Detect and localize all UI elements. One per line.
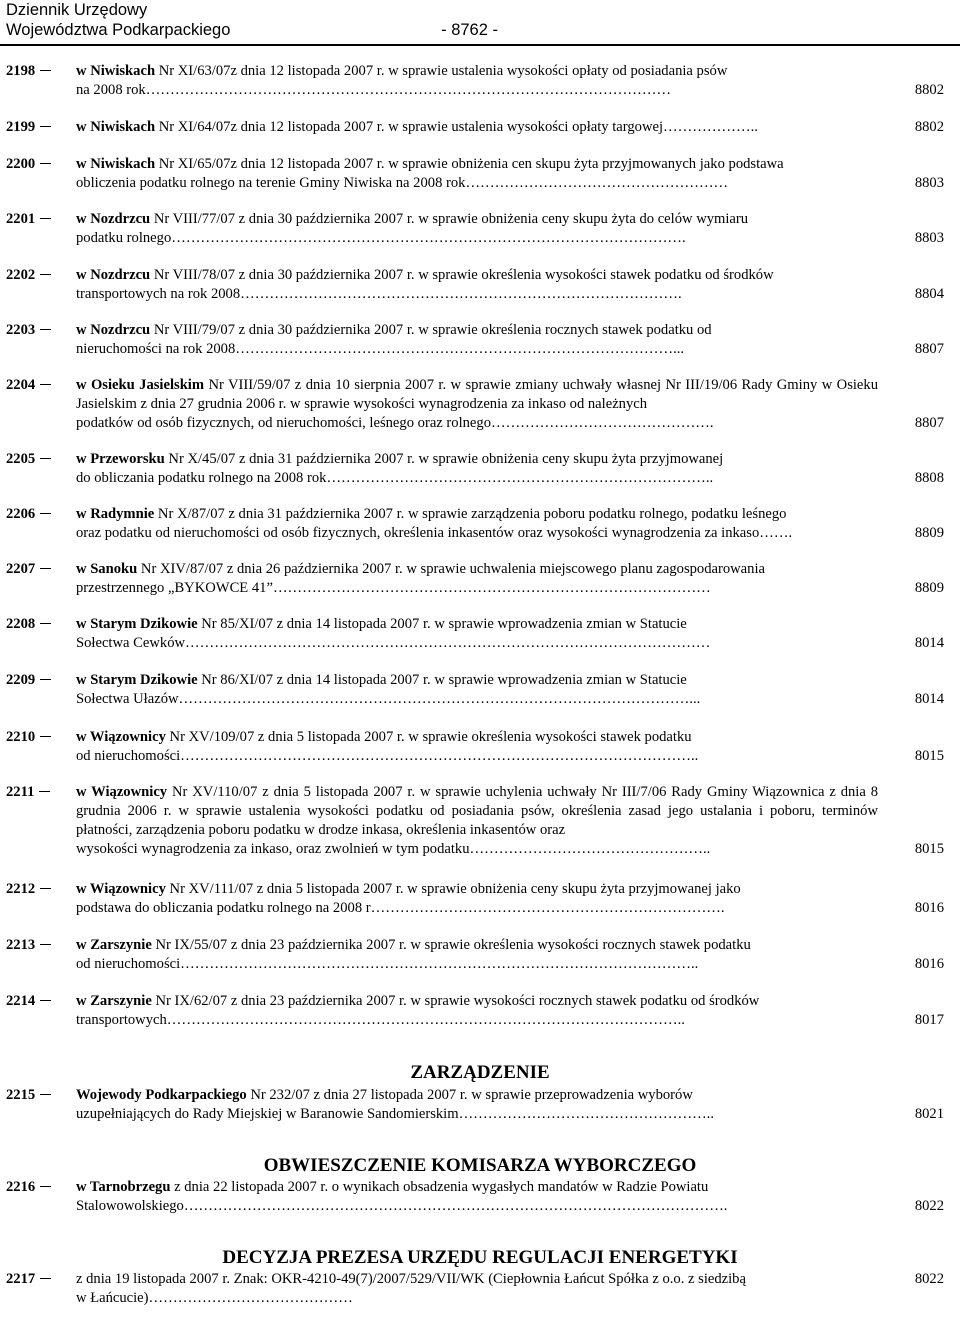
- entry-description: [76, 783, 878, 859]
- entry-number: [6, 728, 51, 747]
- entry-issuer: w Sanoku: [76, 561, 138, 577]
- entry-last-line: podatków od osób fizycznych, od nieruchomości, leśnego oraz rolnego……………………………………….: [76, 415, 714, 431]
- entry-last-line: Nr XI/64/07z dnia 12 listopada 2007 r. w sprawie ustalenia wysokości opłaty targowej………………..: [155, 119, 758, 135]
- dash-mark: [39, 791, 50, 792]
- entry-last-line: na 2008 rok………………………………………………………………………………………………: [76, 82, 672, 98]
- entry-last-line: transportowych……………………………………………………………………………………………..: [76, 1012, 685, 1028]
- entry-issuer: w Zarszynie: [76, 937, 152, 953]
- entry-number: [6, 1178, 51, 1197]
- entry-description: [76, 450, 878, 488]
- entry-number-text: 2210: [6, 729, 36, 745]
- entry-number-text: 2206: [6, 506, 36, 522]
- entry-text: Nr XV/109/07 z dnia 5 listopada 2007 r. w sprawie określenia wysokości stawek podatku: [165, 729, 692, 745]
- entry-number-text: 2209: [6, 672, 36, 688]
- entry-description: [76, 728, 878, 766]
- entry-last-line: Sołectwa Cewków………………………………………………………………………………………………: [76, 635, 711, 651]
- entry-page-number: 8016: [914, 956, 944, 972]
- section-heading-obwieszczenie: OBWIESZCZENIE KOMISARZA WYBORCZEGO: [263, 1155, 697, 1176]
- entry-issuer: w Osieku Jasielskim: [76, 377, 205, 393]
- entry-page-number: 8809: [914, 580, 944, 596]
- entry-text: Nr IX/55/07 z dnia 23 października 2007 r. w sprawie określenia wysokości rocznych stawek podatku: [151, 937, 751, 953]
- dash-mark: [40, 126, 51, 127]
- entry-number: [6, 1086, 51, 1105]
- entry-number: [6, 62, 51, 81]
- entry-page-number: 8022: [914, 1198, 944, 1214]
- page-header: [6, 0, 498, 40]
- entry-page-number: 8807: [914, 341, 944, 357]
- entry-number: [6, 155, 51, 174]
- entry-description: [76, 1270, 878, 1308]
- voivodeship-name: Województwa Podkarpackiego: [6, 21, 231, 39]
- entry-description: [76, 376, 878, 433]
- entry-number: [6, 321, 51, 340]
- dash-mark: [40, 384, 51, 385]
- entry-description: [76, 560, 878, 598]
- entry-issuer: w Niwiskach: [76, 63, 156, 79]
- entry-description: [76, 1086, 878, 1124]
- dash-mark: [40, 1186, 51, 1187]
- entry-description: [76, 210, 878, 248]
- entry-number: [6, 376, 51, 395]
- dash-mark: [40, 513, 51, 514]
- entry-page-number: 8807: [914, 415, 944, 431]
- entry-page-number: 8803: [914, 175, 944, 191]
- dash-mark: [40, 329, 51, 330]
- entry-page-number: 8021: [914, 1106, 944, 1122]
- entry-number-text: 2211: [6, 784, 35, 800]
- entry-number: [6, 266, 51, 285]
- entry-page-number: 8016: [914, 900, 944, 916]
- entry-page-number: 8015: [914, 748, 944, 764]
- entry-number-text: 2200: [6, 156, 36, 172]
- entry-page-number: 8802: [914, 119, 944, 135]
- entry-last-line: oraz podatku od nieruchomości od osób fizycznych, określenia inkasentów oraz wysokości wynagrodzenia za inkaso…….: [76, 525, 793, 541]
- entry-text: Nr X/87/07 z dnia 31 października 2007 r. w sprawie zarządzenia poboru podatku rolnego, podatku leśnego: [154, 506, 787, 522]
- entry-number-text: 2217: [6, 1271, 36, 1287]
- section-heading-zarzadzenie: ZARZĄDZENIE: [410, 1062, 550, 1083]
- entry-number-text: 2201: [6, 211, 36, 227]
- entry-text: Nr XIV/87/07 z dnia 26 października 2007 r. w sprawie uchwalenia miejscowego planu zagospodarowania: [137, 561, 765, 577]
- entry-page-number: 8809: [914, 525, 944, 541]
- entry-number-text: 2208: [6, 616, 36, 632]
- entry-issuer: w Wiązownicy: [76, 881, 166, 897]
- dash-mark: [40, 1278, 51, 1279]
- entry-issuer: w Wiązownicy: [76, 729, 166, 745]
- entry-page-number: 8804: [914, 286, 944, 302]
- entry-page-number: 8802: [914, 82, 944, 98]
- entry-page-number: 8803: [914, 230, 944, 246]
- entry-text: Nr X/45/07 z dnia 31 października 2007 r. w sprawie obniżenia ceny skupu żyta przyjmowanej: [164, 451, 724, 467]
- entry-description: [76, 321, 878, 359]
- entry-last-line: wysokości wynagrodzenia za inkaso, oraz zwolnień w tym podatku…………………………………………..: [76, 841, 711, 857]
- dash-mark: [40, 1000, 51, 1001]
- entry-number: [6, 783, 50, 802]
- entry-issuer: w Wiązownicy: [76, 784, 168, 800]
- section-heading-decyzja: DECYZJA PREZESA URZĘDU REGULACJI ENERGETYKI: [222, 1247, 738, 1268]
- entry-issuer: w Zarszynie: [76, 993, 152, 1009]
- entry-text: Nr VIII/78/07 z dnia 30 października 2007 r. w sprawie określenia wysokości stawek podatku od środków: [150, 267, 774, 283]
- entry-number-text: 2198: [6, 63, 36, 79]
- entry-page-number: 8015: [914, 841, 944, 857]
- entry-text: Nr VIII/79/07 z dnia 30 października 2007 r. w sprawie określenia rocznych stawek podatku od: [150, 322, 712, 338]
- entry-number: [6, 992, 51, 1011]
- entry-description: [76, 266, 878, 304]
- entry-last-line: podatku rolnego…………………………………………………………………………………………….: [76, 230, 686, 246]
- journal-title: Dziennik Urzędowy: [6, 1, 148, 19]
- entry-page-number: 8014: [914, 635, 944, 651]
- entry-page-number: 8014: [914, 691, 944, 707]
- entry-number: [6, 615, 51, 634]
- entry-number-text: 2207: [6, 561, 36, 577]
- entry-issuer: w Tarnobrzegu: [76, 1179, 171, 1195]
- dash-mark: [40, 1094, 51, 1095]
- entry-description: [76, 880, 878, 918]
- entry-number-text: 2214: [6, 993, 36, 1009]
- entry-page-number: 8017: [914, 1012, 944, 1028]
- entry-text: Nr 85/XI/07 z dnia 14 listopada 2007 r. w sprawie wprowadzenia zmian w Statucie: [197, 616, 687, 632]
- entry-issuer: w Niwiskach: [76, 119, 156, 135]
- entry-number-text: 2215: [6, 1087, 36, 1103]
- entry-last-line: transportowych na rok 2008……………………………………………………………………………….: [76, 286, 682, 302]
- dash-mark: [40, 736, 51, 737]
- dash-mark: [40, 888, 51, 889]
- dash-mark: [40, 458, 51, 459]
- entry-last-line: do obliczania podatku rolnego na 2008 rok……………………………………………………………………..: [76, 470, 714, 486]
- entry-last-line: Sołectwa Ułazów……………………………………………………………………………………………...: [76, 691, 701, 707]
- entry-last-line: uzupełniających do Rady Miejskiej w Baranowie Sandomierskim……………………………………………..: [76, 1106, 714, 1122]
- page-number: - 8762 -: [441, 21, 498, 39]
- dash-mark: [40, 568, 51, 569]
- dash-mark: [40, 623, 51, 624]
- entry-number-text: 2202: [6, 267, 36, 283]
- entry-last-line: w Łańcucie)……………………………………: [76, 1290, 353, 1306]
- entry-number-text: 2213: [6, 937, 36, 953]
- entry-text: Nr XV/110/07 z dnia 5 listopada 2007 r. w sprawie uchylenia uchwały Nr III/7/06 Rady Gminy Wiązownica z dnia 8 grudnia 2006 r. w sprawie ustalenia wysokości podatku od posiadania psów, określenia zasad jego ustalania i poboru, terminów płatności, zarządzenia poboru podatku w drodze inkasa, określenia inkasentów oraz: [76, 784, 878, 838]
- entry-issuer: w Starym Dzikowie: [76, 616, 198, 632]
- entry-page-number: 8808: [914, 470, 944, 486]
- entry-text: z dnia 22 listopada 2007 r. o wynikach obsadzenia wygasłych mandatów w Radzie Powiatu: [170, 1179, 709, 1195]
- entry-last-line: przestrzennego „BYKOWCE 41”………………………………………………………………………………: [76, 580, 711, 596]
- dash-mark: [40, 218, 51, 219]
- entry-number: [6, 560, 51, 579]
- entry-issuer: w Niwiskach: [76, 156, 156, 172]
- entry-description: [76, 936, 878, 974]
- entry-number-text: 2216: [6, 1179, 36, 1195]
- entry-description: [76, 671, 878, 709]
- entry-issuer: w Nozdrzcu: [76, 211, 151, 227]
- entry-issuer: Wojewody Podkarpackiego: [76, 1087, 247, 1103]
- dash-mark: [40, 679, 51, 680]
- entry-issuer: w Nozdrzcu: [76, 267, 151, 283]
- entry-text: Nr VIII/59/07 z dnia 10 sierpnia 2007 r. w sprawie zmiany uchwały własnej Nr III/19/06 Rady Gminy w Osieku Jasielskim z dnia 27 grudnia 2006 r. w sprawie wysokości wynagrodzenia za inkaso od należnych: [76, 377, 879, 412]
- entry-description: [76, 155, 878, 193]
- dash-mark: [40, 274, 51, 275]
- header-rule: [0, 44, 960, 46]
- entry-number-text: 2204: [6, 377, 36, 393]
- entry-description: [76, 505, 878, 543]
- entry-description: [76, 992, 878, 1030]
- entry-description: [76, 615, 878, 653]
- entry-last-line: Stalowowolskiego………………………………………………………………………………………………….: [76, 1198, 728, 1214]
- entry-number: [6, 671, 51, 690]
- entry-description: [76, 118, 878, 137]
- entry-last-line: obliczenia podatku rolnego na terenie Gminy Niwiska na 2008 rok………………………………………………: [76, 175, 729, 191]
- entry-issuer: w Przeworsku: [76, 451, 165, 467]
- entry-number: [6, 118, 51, 137]
- entry-description: [76, 62, 878, 100]
- entry-issuer: w Radymnie: [76, 506, 155, 522]
- entry-text: Nr 86/XI/07 z dnia 14 listopada 2007 r. w sprawie wprowadzenia zmian w Statucie: [197, 672, 687, 688]
- entry-number: [6, 505, 51, 524]
- entry-last-line: nieruchomości na rok 2008………………………………………………………………………………...: [76, 341, 685, 357]
- entry-number-text: 2212: [6, 881, 36, 897]
- entry-number-text: 2205: [6, 451, 36, 467]
- entry-number: [6, 880, 51, 899]
- entry-number: [6, 936, 51, 955]
- entry-text: Nr XI/65/07z dnia 12 listopada 2007 r. w sprawie obniżenia cen skupu żyta przyjmowanych jako podstawa: [155, 156, 784, 172]
- entry-issuer: w Nozdrzcu: [76, 322, 151, 338]
- entry-text: Nr IX/62/07 z dnia 23 października 2007 r. w sprawie wysokości rocznych stawek podatku od środków: [151, 993, 760, 1009]
- entry-issuer: w Starym Dzikowie: [76, 672, 198, 688]
- entry-text: Nr XV/111/07 z dnia 5 listopada 2007 r. w sprawie obniżenia ceny skupu żyta przyjmowanej jako: [165, 881, 741, 897]
- entry-number-text: 2203: [6, 322, 36, 338]
- entry-page-number: 8022: [914, 1271, 944, 1287]
- entry-number: [6, 1270, 51, 1289]
- entry-text: Nr VIII/77/07 z dnia 30 października 2007 r. w sprawie obniżenia ceny skupu żyta do celów wymiaru: [150, 211, 749, 227]
- entry-description: [76, 1178, 878, 1216]
- dash-mark: [40, 944, 51, 945]
- entry-number-text: 2199: [6, 119, 36, 135]
- entry-text: Nr 232/07 z dnia 27 listopada 2007 r. w sprawie przeprowadzenia wyborów: [246, 1087, 693, 1103]
- dash-mark: [40, 163, 51, 164]
- entry-last-line: od nieruchomości……………………………………………………………………………………………..: [76, 956, 699, 972]
- entry-last-line: od nieruchomości……………………………………………………………………………………………..: [76, 748, 699, 764]
- entry-text: Nr XI/63/07z dnia 12 listopada 2007 r. w sprawie ustalenia wysokości opłaty od posiadania psów: [155, 63, 728, 79]
- entry-text: z dnia 19 listopada 2007 r. Znak: OKR-4210-49(7)/2007/529/VII/WK (Ciepłownia Łańcut Spółka z o.o. z siedzibą: [76, 1271, 746, 1287]
- entry-last-line: podstawa do obliczania podatku rolnego na 2008 r……………………………………………………………….: [76, 900, 725, 916]
- entry-number: [6, 450, 51, 469]
- dash-mark: [40, 70, 51, 71]
- entry-number: [6, 210, 51, 229]
